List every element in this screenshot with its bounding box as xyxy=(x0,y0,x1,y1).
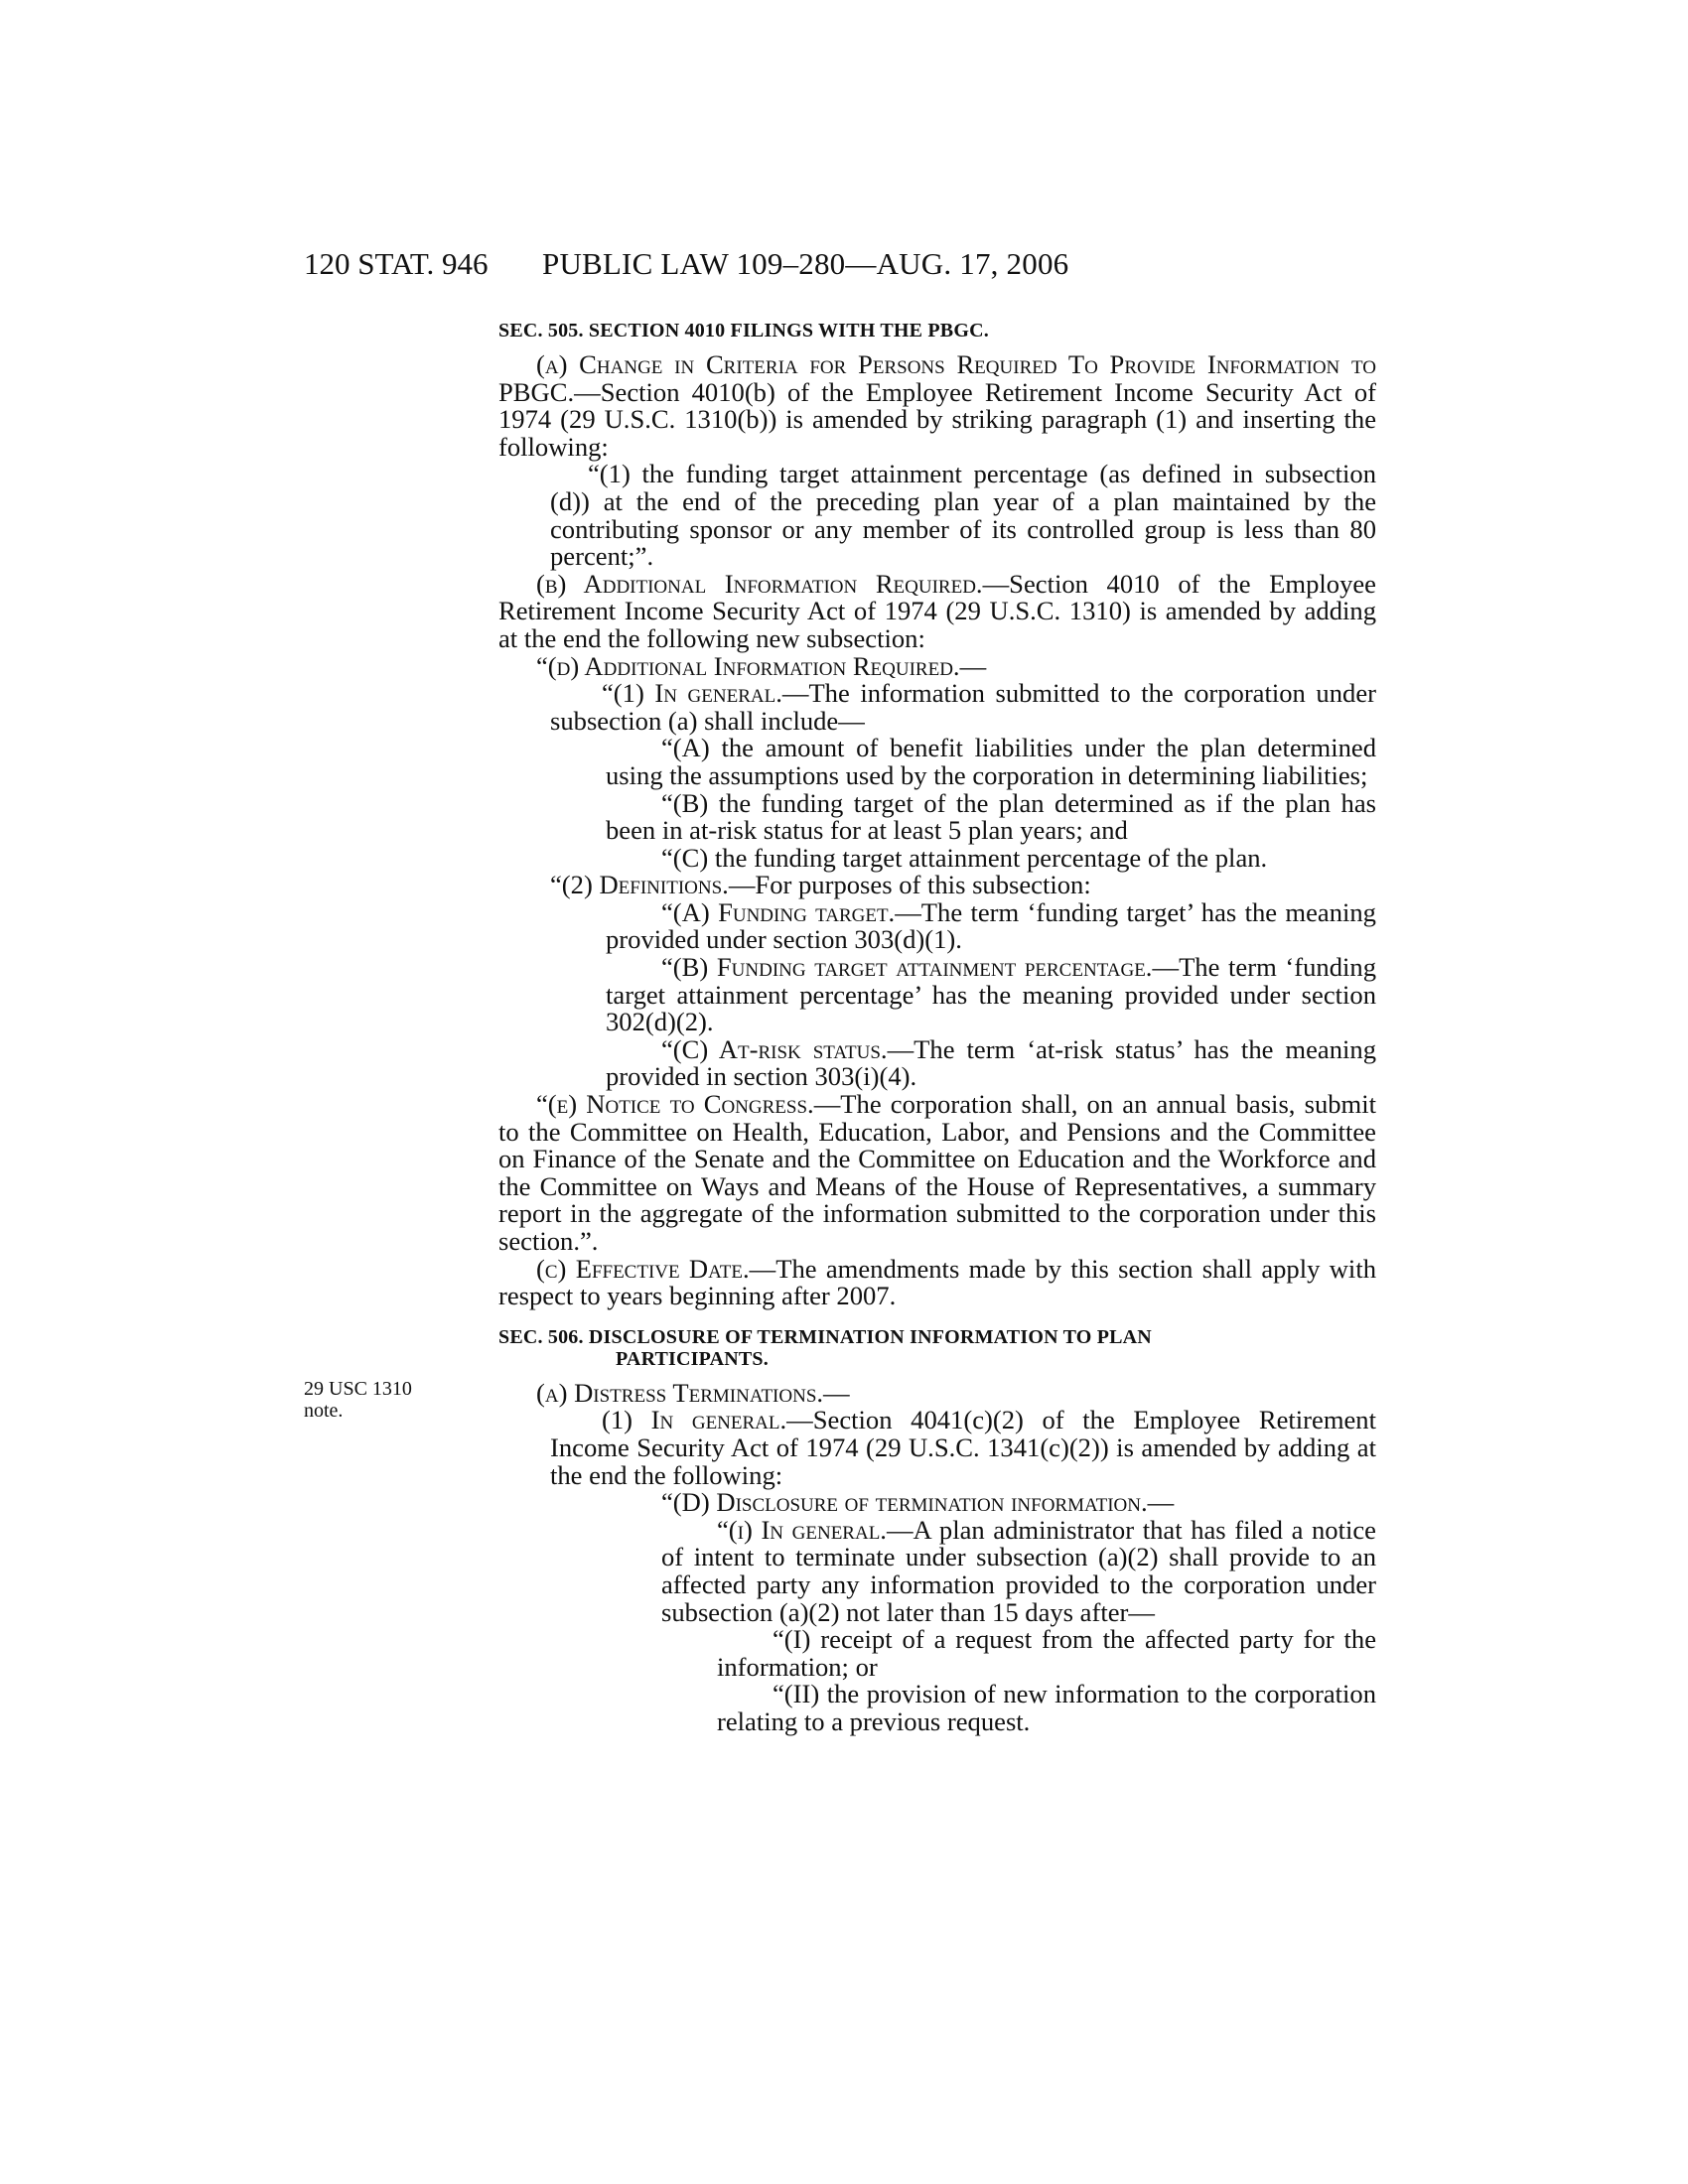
sec505-d1 xyxy=(498,680,1376,735)
section-505-heading: SEC. 505. SECTION 4010 FILINGS WITH THE PBGC. xyxy=(498,320,989,341)
sec506-a1-text: —Section 4041(c)(2) of the Employee Retirement Income Security Act of 1974 (29 U.S.C. 1341(c)(2)) is amended by adding at the end the following: xyxy=(550,1405,1376,1490)
sec505-d2-A-caption: “(A) Funding target. xyxy=(661,896,896,927)
sec506-Di-caption: “(i) In general. xyxy=(717,1514,887,1545)
sec505-e-caption: “(e) Notice to Congress. xyxy=(536,1089,814,1120)
sec505-a-caption: (a) Change in Criteria for Persons Required To Provide Information to PBGC. xyxy=(498,349,1376,407)
sec505-d1-C: “(C) the funding target attainment percentage of the plan. xyxy=(661,842,1268,873)
sec505-b-caption: (b) Additional Information Required. xyxy=(536,568,983,599)
sec505-d2-A-text: —The term ‘funding target’ has the meaning provided under section 303(d)(1). xyxy=(606,896,1376,955)
sec505-e-text: —The corporation shall, on an annual basis, submit to the Committee on Health, Education, Labor, and Pensions and the Committee on Finance of the Senate and the Committee on Education and the Workforce and the Committee on Ways and Means of the House of Representatives, a summary report in the aggregate of the information submitted to the corporation under this section.”. xyxy=(498,1089,1376,1256)
sec506-Di-II: “(II) the provision of new information to the corporation relating to a previous request. xyxy=(717,1679,1376,1736)
sec506-Di-I: “(I) receipt of a request from the affected party for the information; or xyxy=(717,1624,1376,1682)
sec505-d2-caption: “(2) Definitions. xyxy=(550,870,729,900)
public-law-title: PUBLIC LAW 109–280—AUG. 17, 2006 xyxy=(542,246,1069,281)
page-body xyxy=(498,320,1376,1736)
sec505-d2-A xyxy=(498,896,1376,955)
section-506-heading xyxy=(498,1326,1376,1370)
sec505-d2-text: —For purposes of this subsection: xyxy=(728,870,1091,900)
section-506-heading-line1: SEC. 506. DISCLOSURE OF TERMINATION INFORMATION TO PLAN xyxy=(498,1325,1152,1348)
margin-note-line1: 29 USC 1310 xyxy=(304,1378,412,1400)
sec505-subsection-b xyxy=(498,568,1376,653)
sec506-Di-text: —A plan administrator that has filed a notice of intent to terminate under subsection (a)(2) shall provide to an affected party any information provided to the corporation under subsection (a)(2) not later than 15 days after— xyxy=(661,1514,1376,1627)
sec505-d2-C-text: —The term ‘at-risk status’ has the meaning provided in section 303(i)(4). xyxy=(606,1033,1376,1092)
sec505-subsection-a xyxy=(498,351,1376,461)
sec505-e xyxy=(498,1091,1376,1256)
margin-note-line2: note. xyxy=(304,1400,344,1422)
sec505-d1-B: “(B) the funding target of the plan determined as if the plan has been in at-risk status for at least 5 plan years; and xyxy=(606,787,1376,846)
sec505-d2-C-caption: “(C) At-risk status. xyxy=(661,1033,888,1064)
statute-page-number: 120 STAT. 946 xyxy=(304,246,489,281)
sec505-d1-caption: “(1) In general. xyxy=(602,678,782,709)
sec505-a-text: —Section 4010(b) of the Employee Retirement Income Security Act of 1974 (29 U.S.C. 1310(b)) is amended by striking paragraph (1) and inserting the following: xyxy=(498,376,1376,462)
sec505-d1-text: —The information submitted to the corporation under subsection (a) shall include— xyxy=(550,678,1376,736)
sec505-d2-B-text: —The term ‘funding target attainment percentage’ has the meaning provided under section 302(d)(2). xyxy=(606,952,1376,1037)
sec506-Di xyxy=(498,1514,1376,1627)
running-header xyxy=(304,246,1376,286)
sec506-a-caption: (a) Distress Terminations.— xyxy=(536,1377,850,1408)
sec505-d-caption: “(d) Additional Information Required.— xyxy=(536,650,987,681)
sec505-d2 xyxy=(498,872,1376,899)
sec505-a-quoted-paragraph: “(1) the funding target attainment percentage (as defined in subsection (d)) at the end of the preceding plan year of a plan maintained by the contributing sponsor or any member of its controlled group is less than 80 percent;”. xyxy=(550,459,1376,572)
margin-citation-note xyxy=(304,1378,453,1422)
sec505-d2-C xyxy=(498,1033,1376,1092)
sec505-c-text: —The amendments made by this section shall apply with respect to years beginning after 2007. xyxy=(498,1253,1377,1311)
sec506-a1 xyxy=(498,1407,1376,1489)
sec505-c xyxy=(498,1253,1377,1311)
sec505-d2-B-caption: “(B) Funding target attainment percentage. xyxy=(661,952,1153,983)
sec506-D-caption: “(D) Disclosure of termination information.— xyxy=(661,1487,1175,1518)
sec505-b-text: —Section 4010 of the Employee Retirement Income Security Act of 1974 (29 U.S.C. 1310) is amended by adding at the end the following new subsection: xyxy=(498,568,1376,653)
sec506-a1-caption: (1) In general. xyxy=(602,1405,787,1435)
sec505-d2-B xyxy=(498,954,1376,1036)
sec505-c-caption: (c) Effective Date. xyxy=(536,1253,750,1284)
sec505-d1-A: “(A) the amount of benefit liabilities under the plan determined using the assumptions used by the corporation in determining liabilities; xyxy=(606,733,1376,790)
section-506-heading-line2: PARTICIPANTS. xyxy=(616,1347,769,1370)
